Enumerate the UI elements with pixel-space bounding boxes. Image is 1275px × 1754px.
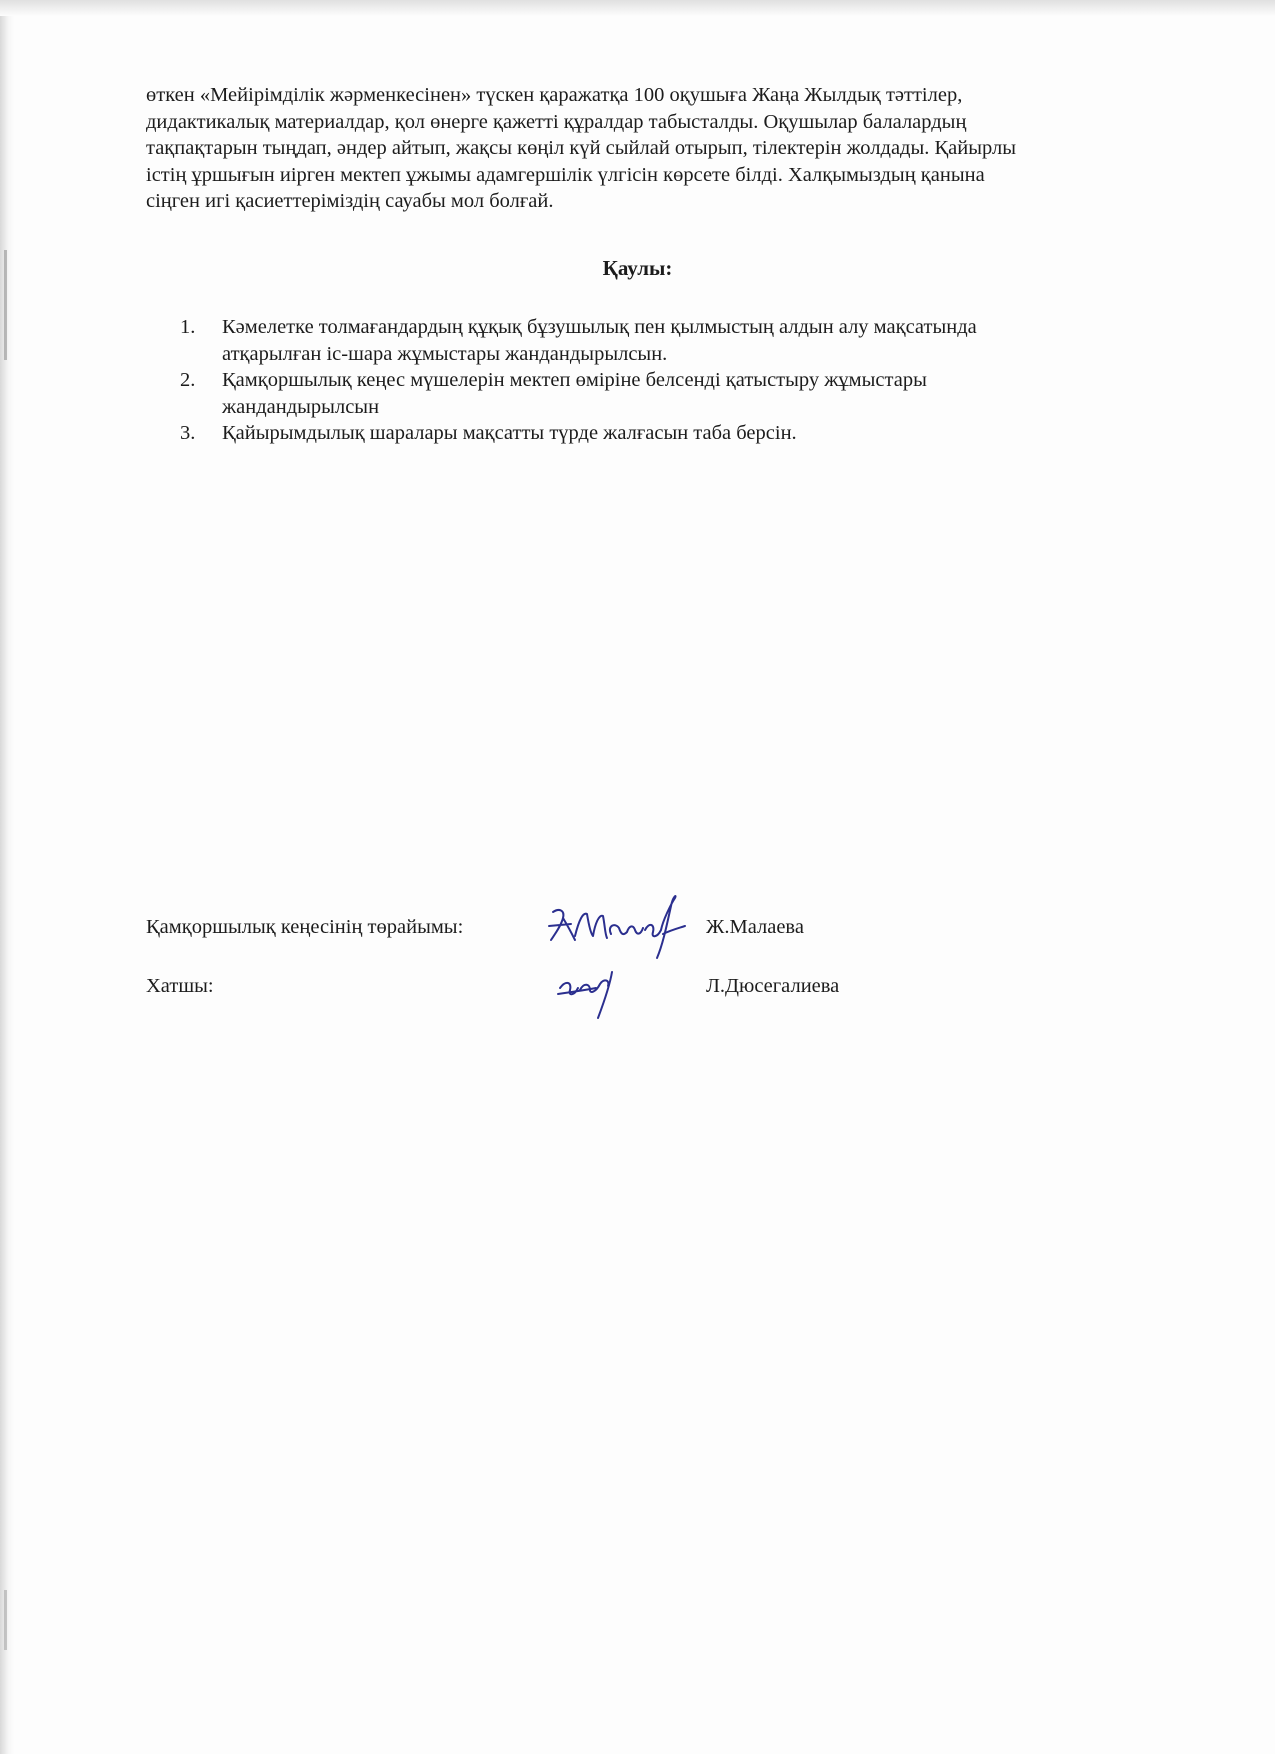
paragraph-line: дидактикалық материалдар, қол өнерге қажетті құралдар табысталды. Оқушылар балалардың <box>146 110 967 133</box>
resolution-text-line: атқарылған іс-шара жұмыстары жандандырылсын. <box>222 342 668 365</box>
secretary-role-label: Хатшы: <box>146 975 214 997</box>
resolution-text-line: Қамқоршылық кеңес мүшелерін мектеп өміріне белсенді қатыстыру жұмыстары <box>222 369 927 391</box>
scan-artifact <box>4 1590 7 1650</box>
resolution-number: 1. <box>180 316 196 338</box>
paragraph-line: істің ұршығын иірген мектеп ұжымы адамгершілік үлгісін көрсете білді. Халқымыздың қанына <box>146 163 985 186</box>
chair-name: Ж.Малаева <box>706 916 804 938</box>
chair-role-label: Қамқоршылық кеңесінің төрайымы: <box>146 916 464 938</box>
resolution-list <box>180 314 1180 447</box>
resolution-number: 3. <box>180 422 196 444</box>
resolution-text-line: Кәмелетке толмағандардың құқық бұзушылық пен қылмыстың алдын алу мақсатында <box>222 316 977 338</box>
resolution-text-line: Қайырымдылық шаралары мақсатты түрде жалғасын таба берсін. <box>222 422 797 444</box>
resolution-item <box>180 367 1180 420</box>
secretary-name: Л.Дюсегалиева <box>706 975 840 997</box>
resolution-item <box>180 420 1180 447</box>
scan-shadow-top <box>0 0 1275 16</box>
resolution-heading: Қаулы: <box>602 256 673 280</box>
resolution-number: 2. <box>180 369 196 391</box>
body-paragraph <box>146 82 1216 215</box>
secretary-handwritten-signature <box>556 962 636 1022</box>
paragraph-line: сіңген игі қасиеттеріміздің сауабы мол болғай. <box>146 190 554 212</box>
chair-handwritten-signature <box>545 890 720 965</box>
paragraph-line: тақпақтарын тыңдап, әндер айтып, жақсы көңіл күй сыйлай отырып, тілектерін жолдады. Қайырлы <box>146 137 1016 159</box>
paragraph-line: өткен «Мейірімділік жәрменкесінен» түскен қаражатқа 100 оқушыға Жаңа Жылдық тәттілер, <box>146 84 963 106</box>
resolution-item <box>180 314 1180 367</box>
resolution-text-line: жандандырылсын <box>222 395 380 418</box>
